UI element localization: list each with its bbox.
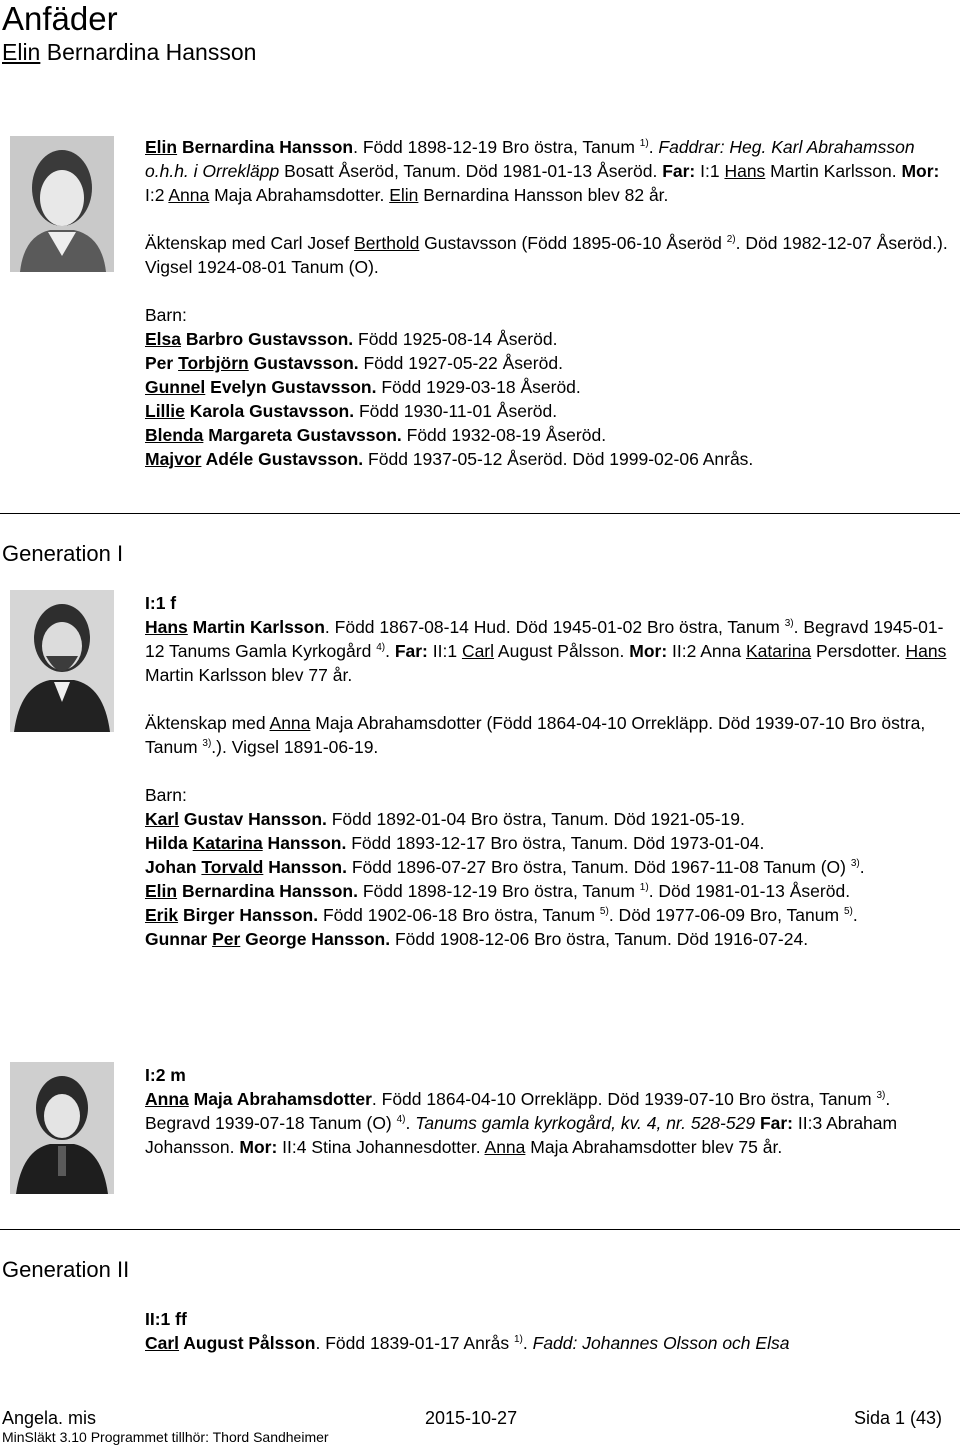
child-entry: Erik Birger Hansson. Född 1902-06-18 Bro östra, Tanum $^{5)}$. Död 1977-06-09 Bro, Tanum $^{5)}$.	[145, 905, 858, 925]
generation-heading: Generation II	[2, 1257, 130, 1282]
portrait-photo-hans	[10, 590, 114, 732]
portrait-photo-elin	[10, 136, 114, 272]
proband-marriage: Äktenskap med Carl Josef Berthold Gustavsson (Född 1895-06-10 Åseröd $^{2)}$. Död 1982-12-07 Åseröd.). Vigsel 1924-08-01 Tanum (O).	[145, 233, 948, 277]
child-name-link[interactable]: Katarina	[192, 833, 263, 853]
child-name-link[interactable]: Torbjörn	[178, 353, 249, 373]
page-title: Anfäder	[2, 0, 118, 37]
person-code: I:1 f	[145, 593, 177, 613]
portrait-photo-anna	[10, 1062, 114, 1194]
footer-page-number: Sida 1 (43)	[853, 1408, 942, 1428]
divider	[0, 1229, 960, 1230]
child-entry: Per Torbjörn Gustavsson. Född 1927-05-22 Åseröd.	[145, 353, 563, 373]
child-entry: Elsa Barbro Gustavsson. Född 1925-08-14 Åseröd.	[145, 329, 558, 349]
child-entry: Karl Gustav Hansson. Född 1892-01-04 Bro östra, Tanum. Död 1921-05-19.	[145, 809, 745, 829]
child-name-link[interactable]: Lillie	[145, 401, 185, 421]
child-entry: Gunnar Per George Hansson. Född 1908-12-06 Bro östra, Tanum. Död 1916-07-24.	[145, 929, 809, 949]
child-entry: Johan Torvald Hansson. Född 1896-07-27 Bro östra, Tanum. Död 1967-11-08 Tanum (O) $^{3)}$.	[145, 857, 865, 877]
subject-name: Elin Bernardina Hansson	[2, 39, 257, 65]
child-name-link[interactable]: Majvor	[145, 449, 202, 469]
footer-date: 2015-10-27	[425, 1408, 518, 1428]
father-entry: I:1 f Hans Martin Karlsson. Född 1867-08-14 Hud. Död 1945-01-02 Bro östra, Tanum $^{3)}$. Begravd 1945-01-12 Tanums Gamla Kyrkogård $^{4)}$. Far: II:1 Carl August Pålsson. Mor: II:2 Anna Katarina Persdotter. Hans Martin Karlsson blev 77 år. Äktenskap med Anna Maja Abrahamsdotter (Född 1864-04-10 Orrekläpp. Död 1939-07-10 Bro östra, Tanum $^{3)}$.). Vigsel 1891-06-19. Barn: Karl Gustav Hansson. Född 1892-01-04 Bro östra, Tanum. Död 1921-05-19. Hilda Katarina Hansson. Född 1893-12-17 Bro östra, Tanum. Död 1973-01-04. Johan Torvald Hansson. Född 1896-07-27 Bro östra, Tanum. Död 1967-11-08 Tanum (O) $^{3)}$. Elin Bernardina Hansson. Född 1898-12-19 Bro östra, Tanum $^{1)}$. Död 1981-01-13 Åseröd. Erik Birger Hansson. Född 1902-06-18 Bro östra, Tanum $^{5)}$. Död 1977-06-09 Bro, Tanum $^{5)}$. Gunnar Per George Hansson. Född 1908-12-06 Bro östra, Tanum. Död 1916-07-24.	[145, 591, 950, 951]
child-entry: Elin Bernardina Hansson. Född 1898-12-19 Bro östra, Tanum $^{1)}$. Död 1981-01-13 Åseröd.	[145, 881, 851, 901]
child-entry: Hilda Katarina Hansson. Född 1893-12-17 Bro östra, Tanum. Död 1973-01-04.	[145, 833, 765, 853]
proband-entry: Elin Bernardina Hansson. Född 1898-12-19 Bro östra, Tanum $^{1)}$. Faddrar: Heg. Karl Abrahamsson o.h.h. i Orrekläpp Bosatt Åseröd, Tanum. Död 1981-01-13 Åseröd. Far: I:1 Hans Martin Karlsson. Mor: I:2 Anna Maja Abrahamsdotter. Elin Bernardina Hansson blev 82 år. Äktenskap med Carl Josef Berthold Gustavsson (Född 1895-06-10 Åseröd $^{2)}$. Död 1982-12-07 Åseröd.). Vigsel 1924-08-01 Tanum (O). Barn: Elsa Barbro Gustavsson. Född 1925-08-14 Åseröd. Per Torbjörn Gustavsson. Född 1927-05-22 Åseröd. Gunnel Evelyn Gustavsson. Född 1929-03-18 Åseröd. Lillie Karola Gustavsson. Född 1930-11-01 Åseröd. Blenda Margareta Gustavsson. Född 1932-08-19 Åseröd. Majvor Adéle Gustavsson. Född 1937-05-12 Åseröd. Död 1999-02-06 Anrås.	[145, 135, 950, 471]
father-marriage: Äktenskap med Anna Maja Abrahamsdotter (Född 1864-04-10 Orrekläpp. Död 1939-07-10 Bro östra, Tanum $^{3)}$.). Vigsel 1891-06-19.	[145, 713, 926, 757]
child-name-link[interactable]: Erik	[145, 905, 179, 925]
children-label: Barn:	[145, 305, 187, 325]
generation-heading: Generation I	[2, 541, 124, 566]
child-name-link[interactable]: Blenda	[145, 425, 204, 445]
children-label: Barn:	[145, 785, 187, 805]
mother-entry: I:2 m Anna Maja Abrahamsdotter. Född 1864-04-10 Orrekläpp. Död 1939-07-10 Bro östra, Tanum $^{3)}$. Begravd 1939-07-18 Tanum (O) $^{4)}$. Tanums gamla kyrkogård, kv. 4, nr. 528-529 Far: II:3 Abraham Johansson. Mor: II:4 Stina Johannesdotter. Anna Maja Abrahamsdotter blev 75 år.	[145, 1063, 950, 1159]
footer-file: Angela. mis	[2, 1408, 97, 1428]
child-entry: Gunnel Evelyn Gustavsson. Född 1929-03-18 Åseröd.	[145, 377, 581, 397]
child-name-link[interactable]: Gunnel	[145, 377, 206, 397]
grandfather-entry: II:1 ff Carl August Pålsson. Född 1839-01-17 Anrås $^{1)}$. Fadd: Johannes Olsson och Elsa	[145, 1307, 950, 1355]
child-name-link[interactable]: Elin	[145, 881, 178, 901]
child-entry: Lillie Karola Gustavsson. Född 1930-11-01 Åseröd.	[145, 401, 558, 421]
child-entry: Majvor Adéle Gustavsson. Född 1937-05-12 Åseröd. Död 1999-02-06 Anrås.	[145, 449, 754, 469]
person-code: II:1 ff	[145, 1309, 187, 1329]
footer-program: MinSläkt 3.10 Programmet tillhör: Thord Sandheimer	[2, 1429, 329, 1445]
father-link[interactable]: Hans	[724, 161, 766, 181]
person-code: I:2 m	[145, 1065, 186, 1085]
proband-children-list	[145, 327, 950, 471]
child-entry: Blenda Margareta Gustavsson. Född 1932-08-19 Åseröd.	[145, 425, 607, 445]
divider	[0, 513, 960, 514]
mother-link[interactable]: Anna	[168, 185, 210, 205]
child-name-link[interactable]: Torvald	[201, 857, 264, 877]
child-name-link[interactable]: Karl	[145, 809, 180, 829]
subject-first-name[interactable]: Elin	[2, 39, 41, 65]
proband-first-name[interactable]: Elin	[145, 137, 178, 157]
child-name-link[interactable]: Per	[212, 929, 241, 949]
father-children-list	[145, 807, 950, 951]
child-name-link[interactable]: Elsa	[145, 329, 181, 349]
